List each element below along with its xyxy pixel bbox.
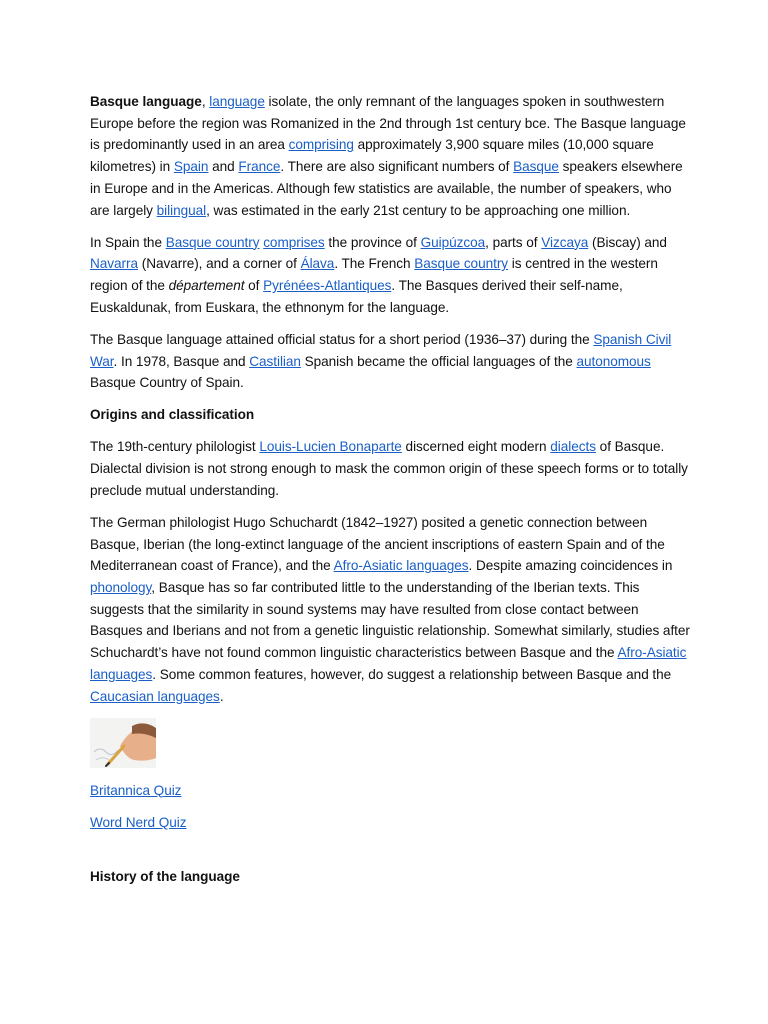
link-dialects[interactable]: dialects	[550, 439, 596, 455]
text-run: of	[244, 278, 264, 294]
link-pyrenees-atlantiques[interactable]: Pyrénées-Atlantiques	[263, 278, 392, 294]
link-autonomous[interactable]: autonomous	[576, 353, 651, 369]
paragraph-classification	[90, 512, 690, 707]
text-run: speakers elsewhere in Europe and in the Americas. Although few statistics are available, the number of speakers, who are largely	[90, 159, 683, 218]
quiz-link-item	[90, 780, 690, 802]
text-run: The German philologist Hugo Schuchardt (1842–1927) posited a genetic connection between Basque, Iberian (the long-extinct language of the ancient inscriptions of eastern Spain and of the Mediterranean coast of France), and the	[90, 514, 665, 574]
text-run: and	[208, 159, 239, 175]
link-phonology[interactable]: phonology	[90, 580, 152, 596]
text-run: , was estimated in the early 21st century to be approaching one million.	[206, 202, 631, 218]
text-run: The 19th-century philologist	[90, 439, 260, 455]
text-run: ,	[201, 94, 210, 109]
text-run: Basque Country of Spain.	[90, 375, 244, 391]
text-run: approximately 3,900 square miles (10,000 square kilometres) in	[90, 137, 654, 175]
link-britannica-quiz[interactable]: Britannica Quiz	[90, 782, 182, 798]
link-basque-country-french[interactable]: Basque country	[414, 256, 509, 272]
paragraph-intro	[90, 91, 690, 221]
text-run: In Spain the	[90, 234, 166, 250]
paragraph-official-status	[90, 329, 690, 394]
text-run: . The French	[334, 256, 415, 272]
link-vizcaya[interactable]: Vizcaya	[541, 234, 589, 250]
text-run: The Basque language attained official status for a short period (1936–37) during the	[90, 331, 594, 347]
link-afro-asiatic[interactable]: Afro-Asiatic languages	[333, 558, 469, 574]
emphasis-departement: département	[168, 278, 245, 294]
link-bilingual[interactable]: bilingual	[156, 202, 207, 218]
link-spanish-civil-war[interactable]: Spanish Civil War	[90, 331, 672, 369]
paragraph-dialects	[90, 436, 690, 501]
text-run: . In 1978, Basque and	[113, 353, 250, 369]
link-france[interactable]: France	[238, 159, 281, 175]
link-word-nerd-quiz[interactable]: Word Nerd Quiz	[90, 814, 187, 830]
text-run: isolate, the only remnant of the languages spoken in southwestern Europe before the region was Romanized in the 2nd through 1st century bce. The Basque language is predominantly used in an area	[90, 94, 686, 153]
link-caucasian[interactable]: Caucasian languages	[90, 688, 220, 704]
link-spain[interactable]: Spain	[173, 159, 209, 175]
text-run: the province of	[324, 234, 421, 250]
link-basque[interactable]: Basque	[513, 159, 559, 175]
text-run: . Some common features, however, do suggest a relationship between Basque and the	[152, 666, 672, 682]
section-spacer	[90, 844, 690, 866]
text-run: , Basque has so far contributed little to the understanding of the Iberian texts. This suggests that the similarity in sound systems may have resulted from close contact between Basques and Iberians and not from a genetic linguistic relationship. Somewhat similarly, studies after Schuchardt’s have not found common linguistic characteristics between Basque and the	[90, 580, 690, 661]
link-bonaparte[interactable]: Louis-Lucien Bonaparte	[259, 439, 402, 455]
quiz-link-item	[90, 812, 690, 834]
text-run: Spanish became the official languages of the	[300, 353, 577, 369]
text-run: .	[219, 688, 224, 704]
link-comprises[interactable]: comprises	[263, 234, 325, 250]
text-run: (Navarre), and a corner of	[138, 256, 301, 272]
link-afro-asiatic-2[interactable]: Afro-Asiatic languages	[90, 645, 687, 682]
link-basque-country[interactable]: Basque country	[165, 234, 260, 250]
text-run: . Despite amazing coincidences in	[468, 558, 673, 574]
link-language[interactable]: language	[209, 94, 265, 109]
paragraph-regions	[90, 232, 690, 319]
link-alava[interactable]: Álava	[300, 256, 335, 272]
text-run: (Biscay) and	[588, 234, 667, 250]
text-run: . The Basques derived their self-name, Euskaldunak, from Euskara, the ethnonym for the language.	[90, 278, 623, 315]
text-run: discerned eight modern	[401, 439, 551, 455]
text-run: of Basque. Dialectal division is not strong enough to mask the common origin of these speech forms or to totally preclude mutual understanding.	[90, 439, 688, 498]
link-castilian[interactable]: Castilian	[249, 353, 301, 369]
article-body	[90, 91, 690, 898]
text-run: . There are also significant numbers of	[280, 159, 514, 175]
article-term: Basque language	[90, 94, 202, 109]
link-navarra[interactable]: Navarra	[90, 256, 138, 272]
heading-history: History of the language	[90, 868, 240, 884]
text-run: is centred in the western region of the	[90, 256, 658, 294]
text-run: , parts of	[485, 234, 542, 250]
link-comprising[interactable]: comprising	[288, 137, 354, 153]
quiz-thumbnail-image[interactable]	[90, 718, 156, 768]
heading-origins: Origins and classification	[90, 407, 255, 423]
link-guipuzcoa[interactable]: Guipúzcoa	[420, 234, 486, 250]
